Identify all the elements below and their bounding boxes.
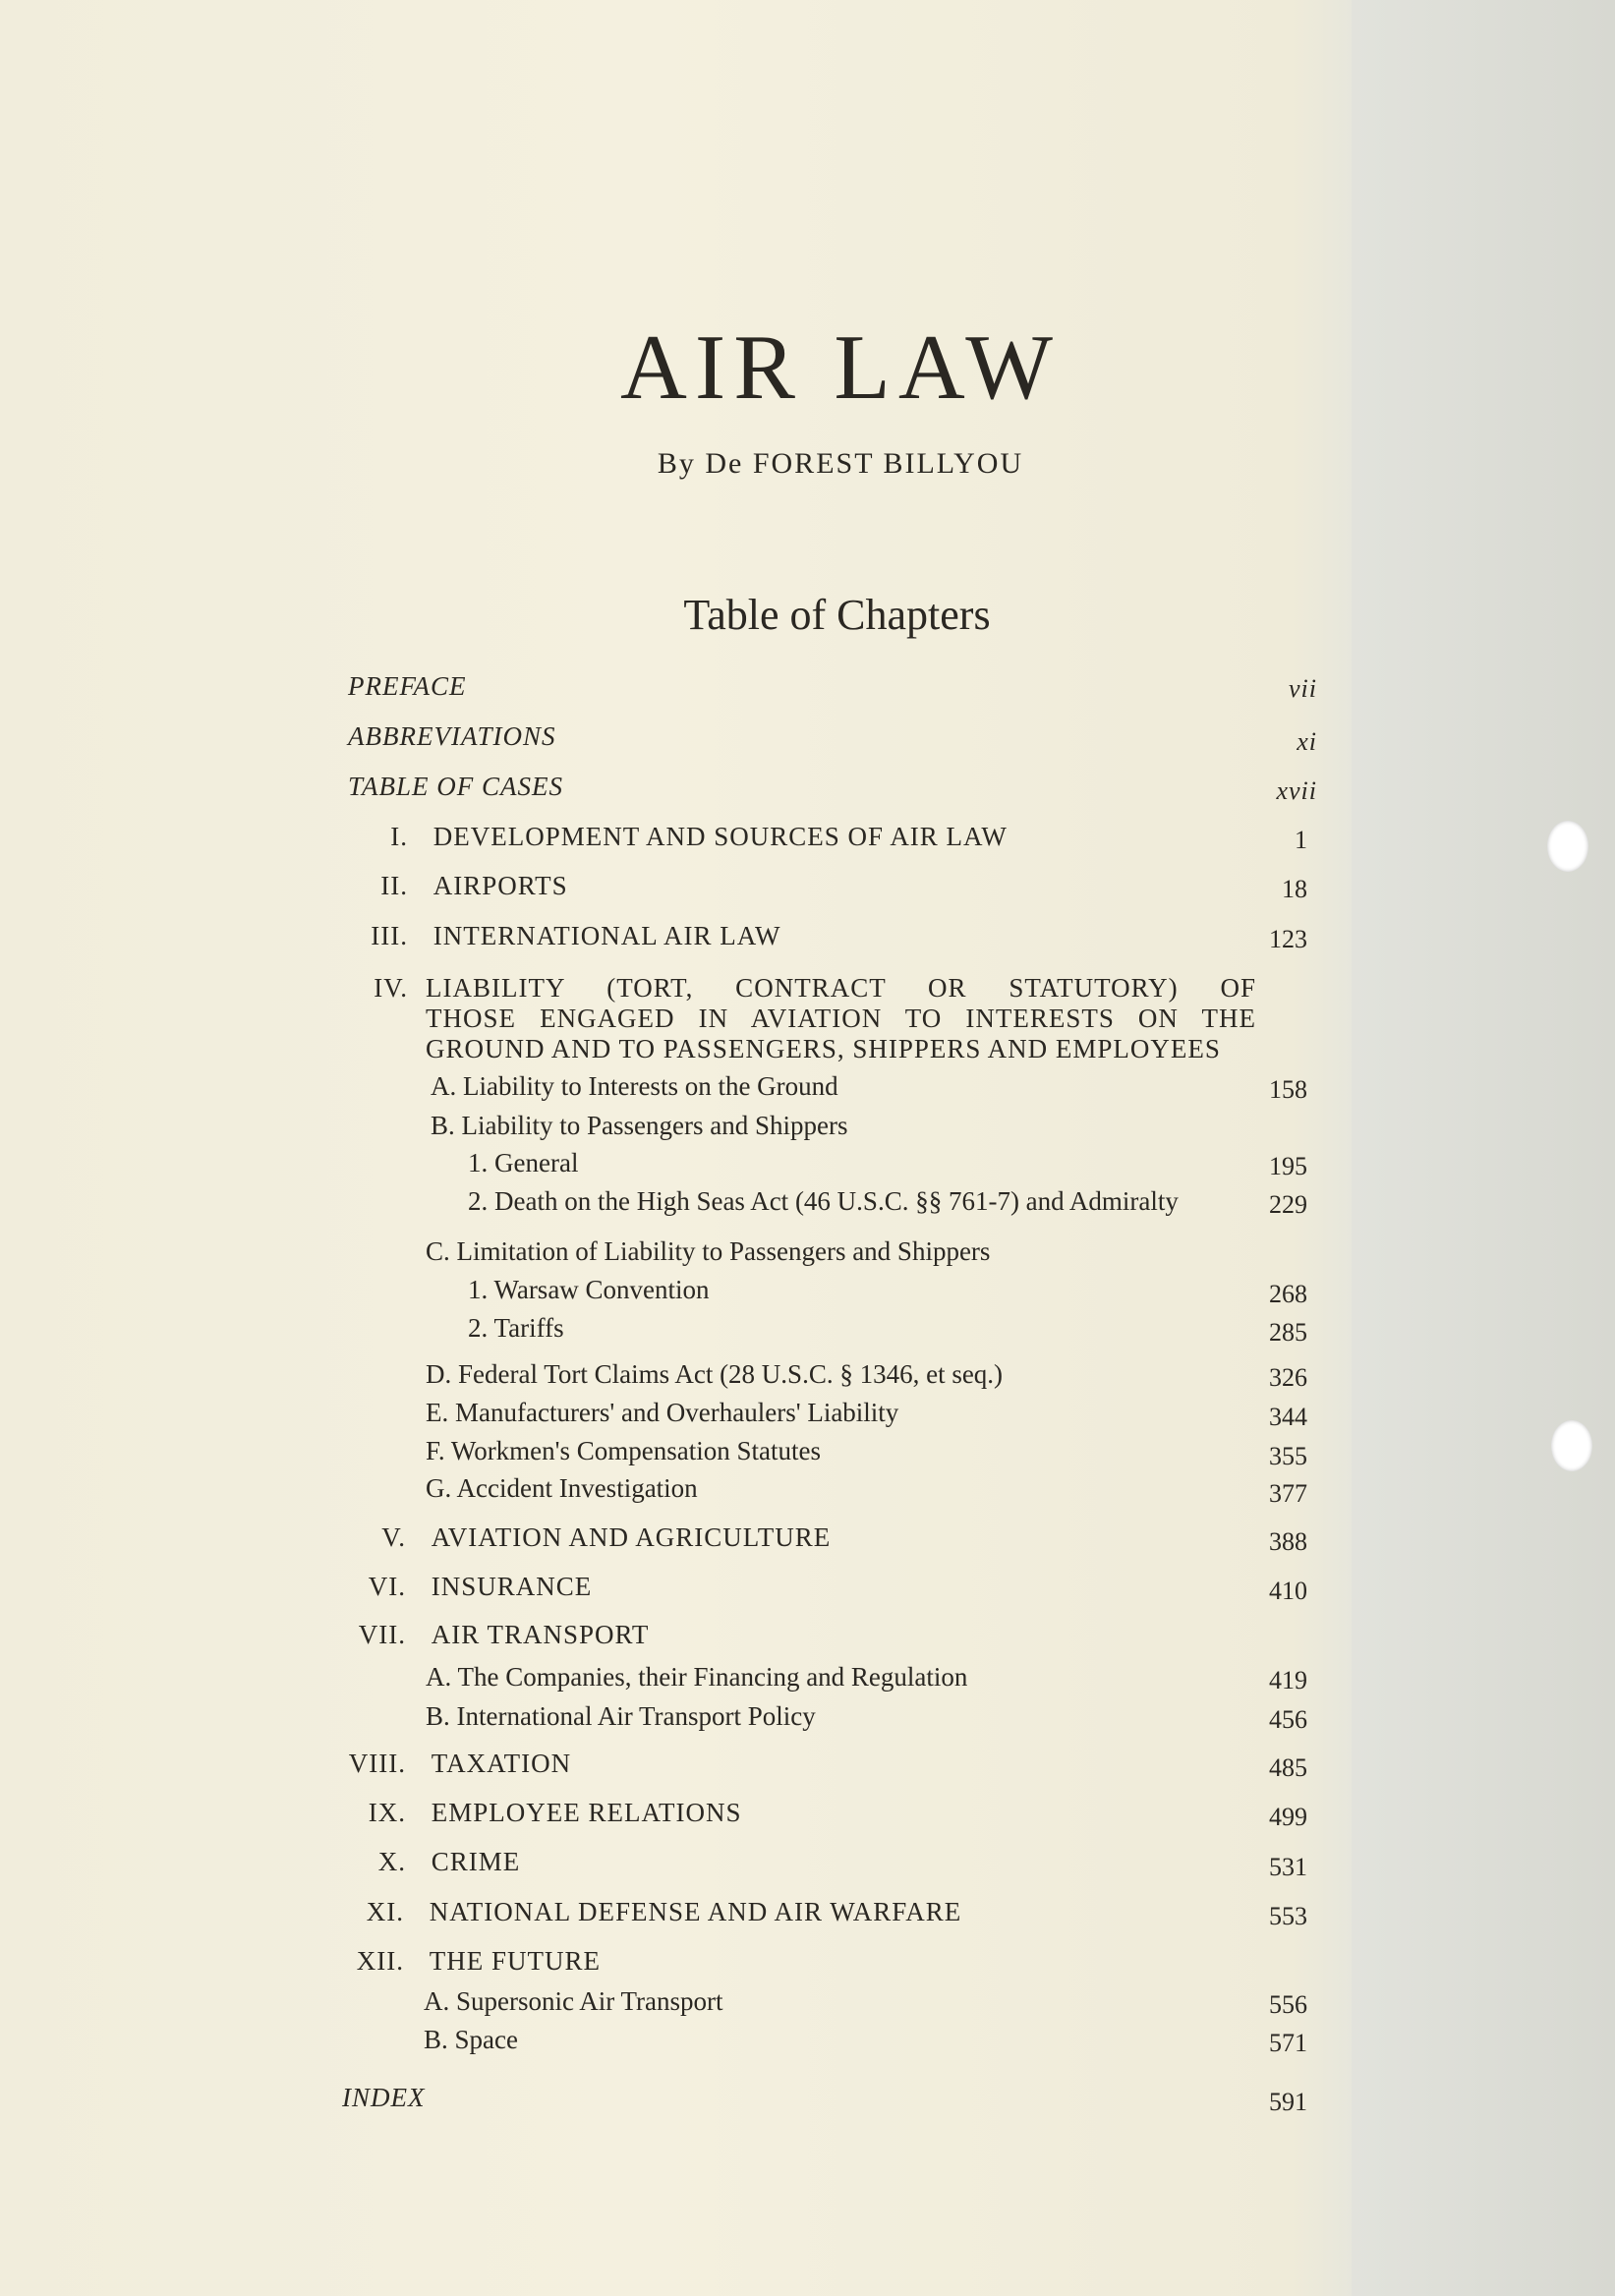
chapter-title: AIR TRANSPORT: [431, 1620, 650, 1649]
toc-chapter: [313, 1620, 649, 1650]
toc-chapter: [311, 1897, 961, 1927]
page-number: 410: [1269, 1577, 1307, 1605]
chapter-title-line: THOSE ENGAGED IN AVIATION TO INTERESTS ON THE: [426, 1004, 1256, 1033]
toc-entry-index: INDEX: [342, 2083, 426, 2112]
page-number: vii: [1289, 674, 1317, 703]
chapter-number: XI.: [366, 1897, 404, 1926]
toc-chapter: [313, 1572, 592, 1602]
chapter-title: INSURANCE: [431, 1572, 593, 1601]
chapter-title: EMPLOYEE RELATIONS: [431, 1798, 742, 1827]
page-number: 419: [1269, 1666, 1307, 1694]
page-number: 355: [1269, 1442, 1307, 1470]
toc-subsection: 1. Warsaw Convention: [468, 1275, 710, 1304]
page-number: 571: [1269, 2029, 1307, 2057]
toc-entry-preface: PREFACE: [348, 671, 467, 701]
page-number: 229: [1269, 1190, 1307, 1219]
author-line: By De FOREST BILLYOU: [657, 447, 1024, 480]
toc-chapter: [315, 973, 408, 1004]
chapter-number: VI.: [368, 1572, 406, 1601]
chapter-number: IV.: [374, 973, 408, 1003]
page-number: 499: [1269, 1803, 1307, 1831]
chapter-title: THE FUTURE: [429, 1946, 601, 1976]
page-number: 268: [1269, 1280, 1307, 1308]
chapter-number: IX.: [368, 1798, 406, 1827]
page-number: 377: [1269, 1479, 1307, 1508]
chapter-number: VIII.: [348, 1749, 406, 1778]
chapter-number: I.: [390, 822, 408, 851]
toc-section: A. The Companies, their Financing and Regulation: [426, 1662, 968, 1692]
page-number: xi: [1297, 727, 1317, 756]
page-number: 285: [1269, 1318, 1307, 1347]
page-number: 456: [1269, 1705, 1307, 1734]
chapter-title-line: LIABILITY (TORT, CONTRACT OR STATUTORY) OF: [426, 973, 1256, 1003]
document-title: AIR LAW: [620, 316, 1061, 419]
chapter-number: V.: [381, 1522, 406, 1552]
toc-chapter: [315, 871, 568, 901]
chapter-title: NATIONAL DEFENSE AND AIR WARFARE: [429, 1897, 962, 1926]
page-number: 18: [1282, 875, 1307, 903]
chapter-number: X.: [377, 1847, 406, 1876]
page-number: xvii: [1276, 776, 1317, 805]
chapter-title: AIRPORTS: [433, 871, 568, 900]
punch-hole: [1551, 1420, 1592, 1471]
page-number: 553: [1269, 1902, 1307, 1930]
toc-subsection: 2. Tariffs: [468, 1313, 564, 1343]
toc-section: C. Limitation of Liability to Passengers and Shippers: [426, 1236, 991, 1266]
page-number: 326: [1269, 1363, 1307, 1392]
chapter-title-line: GROUND AND TO PASSENGERS, SHIPPERS AND EMPLOYEES: [426, 1034, 1221, 1063]
chapter-number: VII.: [358, 1620, 406, 1649]
toc-section: G. Accident Investigation: [426, 1473, 698, 1503]
page-number: 195: [1269, 1152, 1307, 1180]
page-number: 123: [1269, 925, 1307, 953]
toc-chapter: [313, 1798, 742, 1828]
page-number: 591: [1269, 2088, 1307, 2116]
toc-section: A. Supersonic Air Transport: [424, 1986, 723, 2016]
toc-section: A. Liability to Interests on the Ground: [431, 1071, 838, 1101]
toc-section: D. Federal Tort Claims Act (28 U.S.C. § 1346, et seq.): [426, 1359, 1004, 1389]
toc-chapter: [313, 1749, 571, 1779]
toc-section: B. International Air Transport Policy: [426, 1701, 816, 1731]
chapter-number: XII.: [356, 1946, 404, 1976]
toc-chapter: [313, 1847, 520, 1877]
chapter-title: CRIME: [431, 1847, 521, 1876]
chapter-title: INTERNATIONAL AIR LAW: [433, 921, 781, 950]
chapter-title: DEVELOPMENT AND SOURCES OF AIR LAW: [433, 822, 1008, 851]
toc-section: B. Space: [424, 2025, 518, 2054]
page-number: 531: [1269, 1853, 1307, 1881]
page-number: 485: [1269, 1753, 1307, 1782]
toc-entry-table-of-cases: TABLE OF CASES: [348, 772, 563, 801]
chapter-number: III.: [371, 921, 408, 950]
toc-heading: Table of Chapters: [683, 591, 991, 639]
toc-entry-abbreviations: ABBREVIATIONS: [348, 721, 556, 751]
toc-section: B. Liability to Passengers and Shippers: [431, 1111, 848, 1140]
page-number: 1: [1295, 826, 1307, 854]
toc-section: E. Manufacturers' and Overhaulers' Liability: [426, 1398, 899, 1427]
page-number: 344: [1269, 1403, 1307, 1431]
toc-subsection: 2. Death on the High Seas Act (46 U.S.C. §§ 761-7) and Admiralty: [468, 1186, 1179, 1216]
chapter-number: II.: [380, 871, 408, 900]
chapter-title-multiline: [426, 973, 1256, 1064]
chapter-title: TAXATION: [431, 1749, 572, 1778]
page-number: 158: [1269, 1075, 1307, 1104]
chapter-title: AVIATION AND AGRICULTURE: [431, 1522, 832, 1552]
page-number: 556: [1269, 1990, 1307, 2019]
toc-section: F. Workmen's Compensation Statutes: [426, 1436, 822, 1465]
punch-hole: [1547, 821, 1588, 872]
toc-chapter: [313, 1522, 831, 1553]
toc-chapter: [315, 921, 781, 951]
page-number: 388: [1269, 1527, 1307, 1556]
toc-chapter: [311, 1946, 601, 1977]
toc-chapter: [315, 822, 1008, 852]
toc-subsection: 1. General: [468, 1148, 579, 1177]
